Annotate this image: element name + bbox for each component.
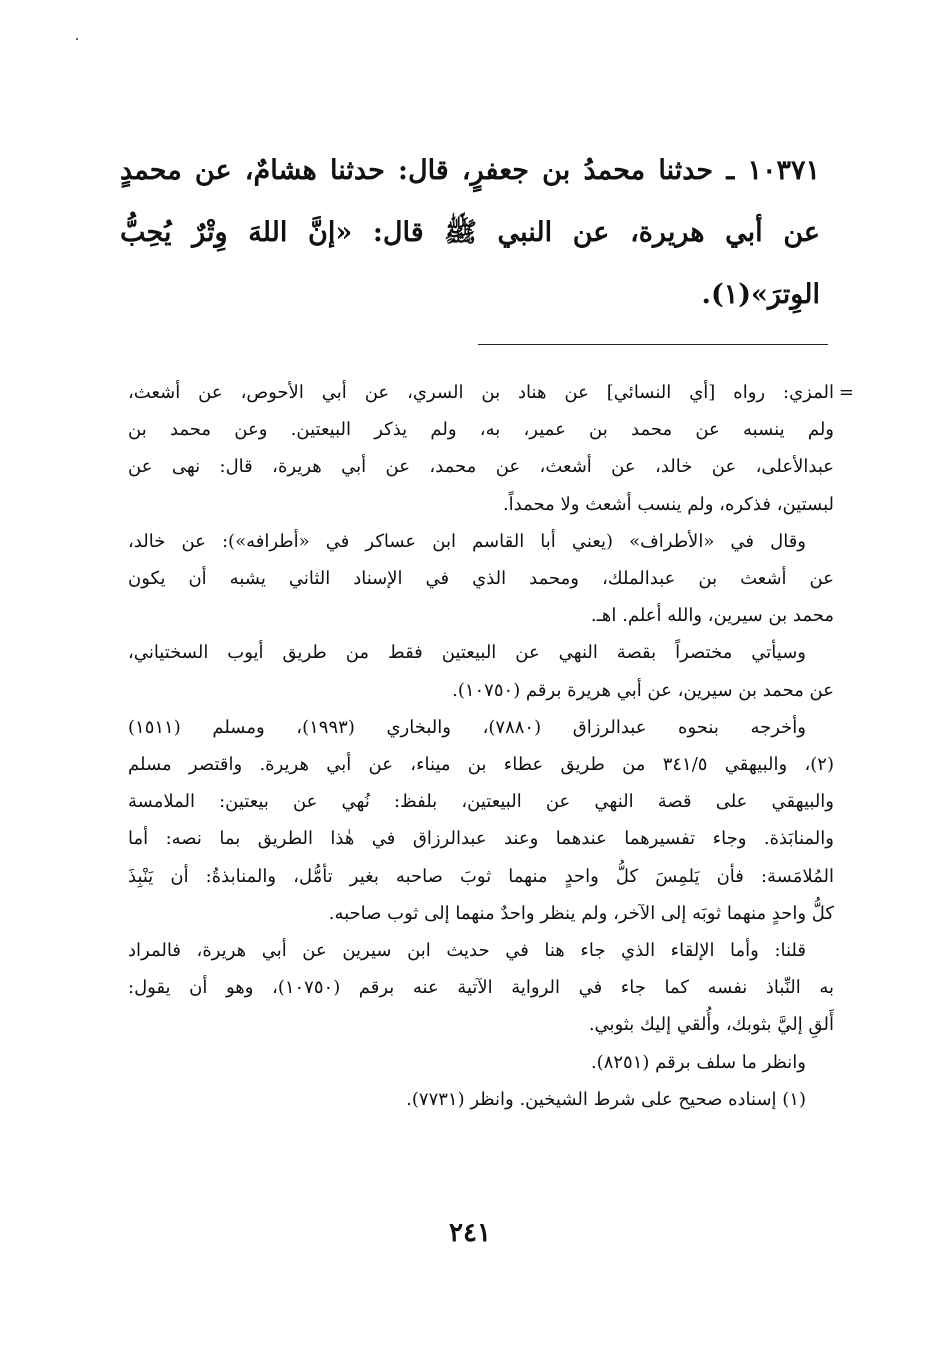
hadith-line: عن أبي هريرة، عن النبي ﷺ قال: «إنَّ اللهَ وِتْرٌ يُحِبُّ: [120, 217, 820, 248]
footnote-paragraph: [128, 932, 834, 1044]
footnote-line: (١) إسناده صحيح على شرط الشيخين. وانظر (٧٧٣١).: [406, 1088, 806, 1110]
continuation-mark: =: [838, 382, 854, 403]
page-number: ٢٤١: [449, 1218, 491, 1248]
footnote-paragraph: [128, 634, 834, 708]
footnotes: [128, 374, 854, 1118]
footnote-line: به النِّباذ نفسه كما جاء في الرواية الآتية عنه برقم (١٠٧٥٠)، وهو أن يقول:: [128, 977, 834, 999]
footnote-line: عن أشعث بن عبدالملك، ومحمد الذي في الإسناد الثاني يشبه أن يكون: [128, 568, 834, 590]
footnote-line: محمد بن سيرين، والله أعلم. اهـ.: [590, 605, 834, 627]
footnote-line: وسيأتي مختصراً بقصة النهي عن البيعتين فقط من طريق أيوب السختياني،: [128, 642, 806, 664]
footnote-line: عن محمد بن سيرين، عن أبي هريرة برقم (١٠٧٥٠).: [452, 679, 834, 701]
footnote-line: وقال في «الأطراف» (يعني أبا القاسم ابن عساكر في «أطرافه»): عن خالد،: [128, 530, 806, 552]
footnote-paragraph: [128, 709, 834, 932]
footnote-separator: [478, 344, 828, 345]
footnote-line: المُلامَسة: فأن يَلمِسَ كلُّ واحدٍ منهما ثوبَ صاحبه بغير تأمُّل، والمنابذةُ: أن يَنْبِذَ: [128, 865, 834, 887]
hadith-line: ١٠٣٧١ ـ حدثنا محمدُ بن جعفرٍ، قال: حدثنا هشامٌ، عن محمدٍ: [120, 155, 820, 186]
footnote-line: المزي: رواه [أي النسائي] عن هناد بن السري، عن أبي الأحوص، عن أشعث،: [128, 382, 834, 403]
hadith-line: الوِترَ»(١).: [701, 279, 820, 310]
footnote-1: [128, 1081, 834, 1118]
footnote-line: قلنا: وأما الإلقاء الذي جاء هنا في حديث ابن سيرين عن أبي هريرة، فالمراد: [128, 940, 806, 962]
footnote-line: ولم ينسبه عن محمد بن عمير، به، ولم يذكر البيعتين. وعن محمد بن: [128, 419, 834, 441]
footnote-line: كلُّ واحدٍ منهما ثوبَه إلى الآخر، ولم ينظر واحدٌ منهما إلى ثوب صاحبه.: [328, 902, 834, 924]
footnote-line: لبستين، فذكره، ولم ينسب أشعث ولا محمداً.: [502, 493, 834, 515]
footnote-paragraph: [128, 374, 854, 523]
footnote-line: والبيهقي على قصة النهي عن البيعتين، بلفظ: نُهي عن بيعتين: الملامسة: [128, 791, 834, 813]
footnote-line: والمنابَذة. وجاء تفسيرهما عندهما وعند عبدالرزاق في هٰذا الطريق بما نصه: أما: [128, 828, 834, 850]
footnote-line: وانظر ما سلف برقم (٨٢٥١).: [590, 1051, 806, 1073]
hadith-text: [120, 140, 820, 326]
footnote-line: أَلقِ إليَّ بثوبك، وأُلقي إليك بثوبي.: [588, 1014, 834, 1036]
footnote-line: وأخرجه بنحوه عبدالرزاق (٧٨٨٠)، والبخاري (١٩٩٣)، ومسلم (١٥١١): [128, 716, 807, 738]
footnote-line: عبدالأعلى، عن خالد، عن أشعث، عن محمد، عن أبي هريرة، قال: نهى عن: [128, 456, 834, 478]
footnote-line: (٢)، والبيهقي ٣٤١/٥ من طريق عطاء بن ميناء، عن أبي هريرة. واقتصر مسلم: [128, 754, 834, 776]
footnote-paragraph: [128, 1044, 834, 1081]
footnote-paragraph: [128, 523, 834, 635]
scan-speck: [76, 38, 78, 40]
